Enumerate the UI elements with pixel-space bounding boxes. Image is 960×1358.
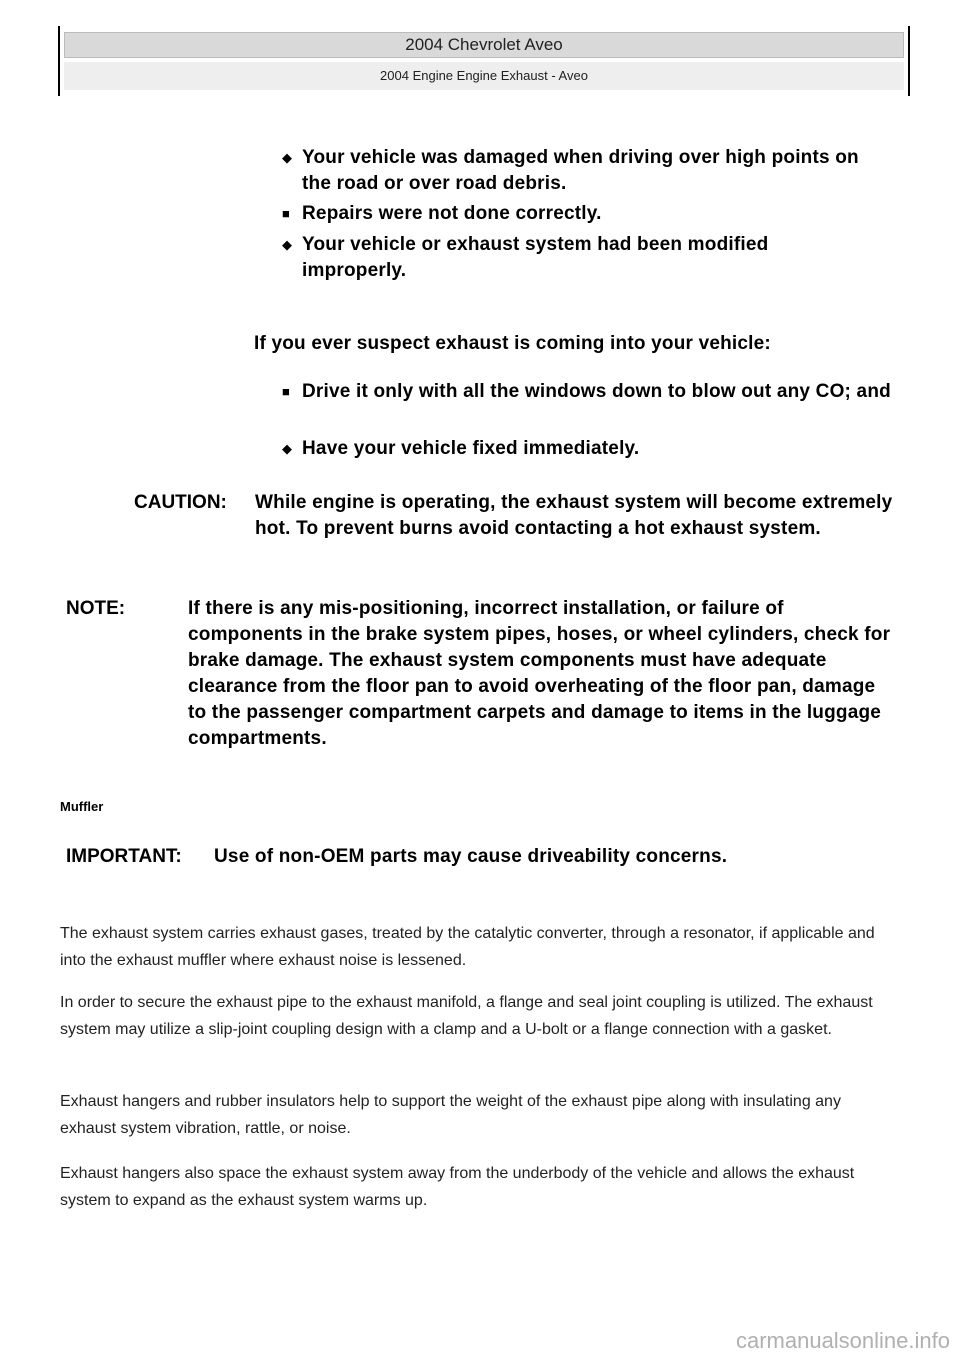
watermark-text: carmanualsonline.info	[735, 1328, 950, 1353]
paragraph: In order to secure the exhaust pipe to the exhaust manifold, a flange and seal joint coupling is utilized. The exhaust system may utilize a slip-joint coupling design with a clamp and a U-bolt or a flange connection with a gasket.	[60, 994, 873, 1038]
note-text: If there is any mis-positioning, incorrect installation, or failure of components in the brake system pipes, hoses, or wheel cylinders, check for brake damage. The exhaust system components must have adequate clearance from the floor pan to avoid overheating of the floor pan, damage to the passenger compartment carpets and damage to items in the luggage compartments.	[188, 598, 891, 749]
header-title: 2004 Chevrolet Aveo	[64, 32, 904, 58]
header-subtitle: 2004 Engine Engine Exhaust - Aveo	[64, 62, 904, 90]
bullet-icon: ■	[282, 206, 290, 221]
list-item: Your vehicle was damaged when driving over high points on the road or over road debris.	[302, 147, 859, 194]
paragraph: Exhaust hangers also space the exhaust system away from the underbody of the vehicle and allows the exhaust system to expand as the exhaust system warms up.	[60, 1165, 855, 1209]
bullet-icon: ■	[282, 384, 290, 399]
important-text: Use of non-OEM parts may cause driveability concerns.	[214, 846, 728, 867]
note-label: NOTE:	[66, 598, 126, 619]
caution-label: CAUTION:	[134, 492, 227, 513]
paragraph: Exhaust hangers and rubber insulators help to support the weight of the exhaust pipe along with insulating any exhaust system vibration, rattle, or noise.	[60, 1093, 841, 1137]
list-item: Your vehicle or exhaust system had been modified improperly.	[302, 234, 769, 281]
list-item: Drive it only with all the windows down to blow out any CO; and	[302, 381, 891, 402]
bullet-icon: ◆	[282, 237, 292, 252]
caution-text: While engine is operating, the exhaust system will become extremely hot. To prevent burns avoid contacting a hot exhaust system.	[255, 492, 893, 539]
page-header	[58, 26, 910, 96]
suspect-heading: If you ever suspect exhaust is coming into your vehicle:	[254, 333, 771, 354]
bullet-icon: ◆	[282, 441, 292, 456]
section-heading: Muffler	[60, 799, 104, 814]
paragraph: The exhaust system carries exhaust gases, treated by the catalytic converter, through a resonator, if applicable and into the exhaust muffler where exhaust noise is lessened.	[60, 925, 875, 969]
important-label: IMPORTANT:	[66, 846, 182, 867]
bullet-icon: ◆	[282, 150, 292, 165]
list-item: Repairs were not done correctly.	[302, 203, 602, 224]
list-item: Have your vehicle fixed immediately.	[302, 438, 640, 459]
